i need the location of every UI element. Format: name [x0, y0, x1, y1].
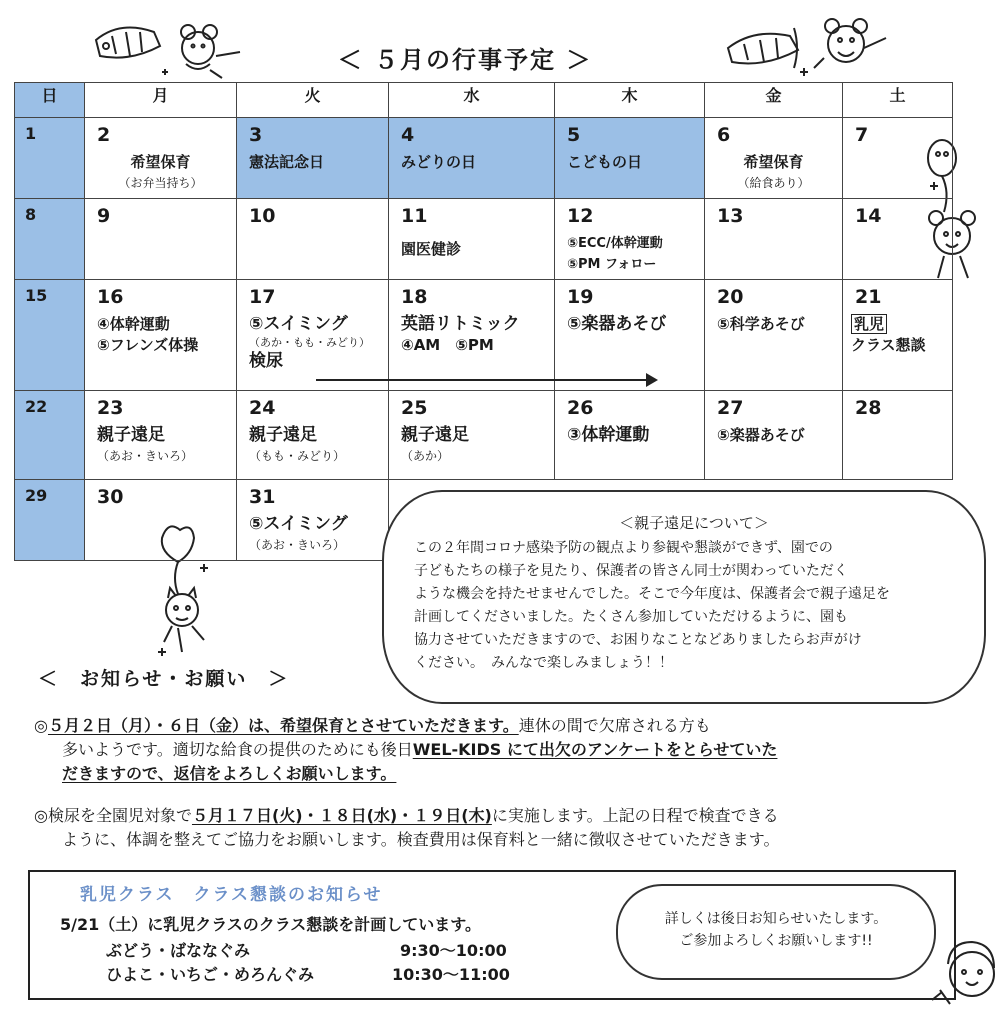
- day-cell: [843, 118, 953, 199]
- weekday-header-row: [15, 83, 953, 118]
- notice-text: ように、体調を整えてご協力をお願いします。検査費用は保育料と一緒に徴収させていただきます。: [62, 830, 780, 849]
- day-cell: [237, 480, 389, 561]
- excursion-line: 子どもたちの様子を見たり、保護者の皆さん同士が関わっていただく: [414, 563, 848, 579]
- day-number: 9: [97, 205, 111, 227]
- day-cell: [85, 118, 237, 199]
- event-line: 親子遠足: [97, 425, 165, 445]
- event-line: ⑤フレンズ体操: [97, 336, 199, 354]
- weekday-thu: 木: [555, 83, 705, 118]
- details-cloud: [616, 884, 936, 980]
- day-number: 13: [717, 205, 744, 227]
- day-number: 21: [855, 286, 882, 308]
- day-number: 22: [25, 397, 48, 416]
- event-line: （給食あり）: [737, 176, 810, 190]
- day-number: 18: [401, 286, 428, 308]
- excursion-line: この２年間コロナ感染予防の観点より参観や懇談ができず、園での: [414, 540, 833, 556]
- day-number: 15: [25, 286, 48, 305]
- day-number: 25: [401, 397, 428, 419]
- event-line: 英語リトミック: [401, 314, 520, 334]
- event-line: ⑤スイミング: [249, 314, 348, 334]
- event-line: （あお・きいろ）: [249, 538, 346, 552]
- day-cell: [237, 118, 389, 199]
- infant-badge: 乳児: [851, 314, 887, 334]
- schedule-time: 10:30〜11:00: [392, 965, 510, 984]
- event-line: （もも・みどり）: [249, 449, 346, 463]
- day-number: 11: [401, 205, 428, 227]
- day-cell: [843, 280, 953, 391]
- excursion-line: 協力させていただきますので、お困りなことなどありましたらお声がけ: [414, 632, 862, 648]
- day-number: 24: [249, 397, 276, 419]
- excursion-text: [414, 512, 974, 675]
- details-text: [618, 908, 934, 952]
- weekday-sat: 土: [843, 83, 953, 118]
- event-line: 希望保育: [130, 153, 191, 171]
- day-events: [97, 425, 193, 467]
- calendar-week: [15, 280, 953, 391]
- day-number: 5: [567, 124, 581, 146]
- day-events: [249, 514, 348, 556]
- event-line: ⑤PM フォロー: [567, 257, 657, 272]
- day-cell: [389, 118, 555, 199]
- schedule-time: 9:30〜10:00: [400, 941, 507, 960]
- notice-text: 連休の間で欠席される方も: [518, 716, 711, 735]
- event-line: 親子遠足: [401, 425, 469, 445]
- event-line: 園医健診: [401, 240, 462, 258]
- day-cell: [15, 199, 85, 280]
- event-line: 検尿: [249, 351, 283, 371]
- infant-meeting-intro: 5/21（土）に乳児クラスのクラス懇談を計画しています。: [60, 915, 482, 934]
- day-cell: [237, 199, 389, 280]
- day-number: 19: [567, 286, 594, 308]
- notice-text: ◎検尿を全園児対象で: [34, 806, 192, 825]
- bullet: ◎: [34, 716, 48, 735]
- day-cell: [555, 199, 705, 280]
- event-line: ⑤スイミング: [249, 514, 348, 534]
- excursion-title: ＜親子遠足について＞: [619, 514, 769, 532]
- weekday-mon: 月: [85, 83, 237, 118]
- notice-emphasis: だきますので、返信をよろしくお願いします。: [62, 764, 397, 783]
- urine-test-arrow: [316, 379, 654, 381]
- day-cell: [389, 280, 555, 391]
- day-events: [249, 314, 370, 372]
- day-number: 12: [567, 205, 594, 227]
- event-line: 親子遠足: [249, 425, 317, 445]
- day-number: 8: [25, 205, 37, 224]
- day-cell: [705, 391, 843, 480]
- notice-text: 多いようです。適切な給食の提供のためにも後日: [62, 740, 413, 759]
- notice-text: に実施します。上記の日程で検査できる: [491, 806, 779, 825]
- day-cell: [389, 199, 555, 280]
- event-line: ⑤楽器あそび: [717, 426, 805, 444]
- arrow-head-icon: [646, 373, 658, 387]
- calendar-week: [15, 199, 953, 280]
- day-events: [851, 314, 926, 356]
- weekday-wed: 水: [389, 83, 555, 118]
- day-number: 6: [717, 124, 731, 146]
- day-cell: [705, 280, 843, 391]
- calendar-week: [15, 391, 953, 480]
- event-line: （お弁当持ち）: [118, 176, 203, 190]
- day-number: 3: [249, 124, 263, 146]
- day-number: 4: [401, 124, 415, 146]
- event-line: ⑤科学あそび: [717, 315, 805, 333]
- day-cell: [555, 280, 705, 391]
- day-cell: [85, 480, 237, 561]
- notices-heading: ＜ お知らせ・お願い ＞: [38, 668, 290, 690]
- day-cell: [15, 280, 85, 391]
- event-line: （あか・もも・みどり）: [249, 336, 370, 349]
- excursion-speech-bubble: [382, 490, 986, 704]
- weekday-sun: 日: [15, 83, 85, 118]
- day-events: [97, 314, 198, 356]
- day-cell: [843, 391, 953, 480]
- event-line: ⑤ECC/体幹運動: [567, 236, 663, 251]
- schedule-group: ひよこ・いちご・めろんぐみ: [106, 965, 315, 984]
- schedule-group: ぶどう・ばななぐみ: [106, 941, 251, 960]
- weekday-fri: 金: [705, 83, 843, 118]
- day-events: [705, 152, 842, 194]
- day-number: 27: [717, 397, 744, 419]
- excursion-line: ください。 みんなで楽しみましょう！！: [414, 655, 673, 671]
- day-number: 30: [97, 486, 124, 508]
- event-line: ④AM ⑤PM: [401, 336, 494, 354]
- day-cell: [389, 391, 555, 480]
- excursion-line: ような機会を持たせませんでした。そこで今年度は、保護者会で親子遠足を: [414, 586, 890, 602]
- day-number: 31: [249, 486, 276, 508]
- day-number: 17: [249, 286, 276, 308]
- day-number: 20: [717, 286, 744, 308]
- calendar-week: [15, 118, 953, 199]
- day-events: [567, 425, 649, 446]
- day-cell: [15, 391, 85, 480]
- day-cell: [705, 199, 843, 280]
- day-events: [401, 239, 461, 260]
- day-events: [567, 314, 666, 335]
- day-cell: [555, 118, 705, 199]
- day-events: [85, 152, 236, 194]
- event-line: こどもの日: [567, 153, 643, 171]
- day-number: 14: [855, 205, 882, 227]
- day-cell: [85, 391, 237, 480]
- day-events: [567, 152, 642, 173]
- day-cell: [85, 280, 237, 391]
- event-line: みどりの日: [401, 153, 477, 171]
- event-line: （あお・きいろ）: [97, 449, 194, 463]
- event-line: ④体幹運動: [97, 315, 170, 333]
- details-line: ご参加よろしくお願いします!!: [679, 933, 873, 949]
- event-line: ③体幹運動: [567, 425, 650, 445]
- notice-emphasis: WEL-KIDS にて出欠のアンケートをとらせていた: [412, 740, 778, 759]
- day-cell: [15, 480, 85, 561]
- day-number: 2: [97, 124, 111, 146]
- day-events: [401, 152, 476, 173]
- event-line: クラス懇談: [851, 336, 926, 354]
- notice-urine-test: [34, 804, 974, 852]
- day-events: [567, 233, 663, 275]
- day-number: 7: [855, 124, 869, 146]
- day-number: 28: [855, 397, 882, 419]
- day-events: [249, 152, 324, 173]
- day-cell: [555, 391, 705, 480]
- day-cell: [237, 391, 389, 480]
- event-line: （あか）: [401, 449, 450, 463]
- day-number: 23: [97, 397, 124, 419]
- notice-emphasis: ５月２日（月）・６日（金）は、希望保育とさせていただきます。: [47, 716, 519, 735]
- day-number: 16: [97, 286, 124, 308]
- day-events: [401, 314, 520, 356]
- day-events: [401, 425, 469, 467]
- day-cell: [15, 118, 85, 199]
- day-events: [717, 425, 805, 446]
- event-line: 希望保育: [743, 153, 804, 171]
- day-events: [717, 314, 805, 335]
- day-cell: [237, 280, 389, 391]
- event-line: 憲法記念日: [249, 153, 325, 171]
- day-events: [249, 425, 345, 467]
- details-line: 詳しくは後日お知らせいたします。: [664, 911, 888, 927]
- day-cell: [843, 199, 953, 280]
- event-line: ⑤楽器あそび: [567, 314, 667, 334]
- excursion-line: 計画してくださいました。たくさん参加していただけるように、園も: [414, 609, 848, 625]
- day-number: 29: [25, 486, 48, 505]
- day-number: 26: [567, 397, 594, 419]
- notice-hope-care: [34, 714, 974, 786]
- weekday-tue: 火: [237, 83, 389, 118]
- day-cell: [705, 118, 843, 199]
- infant-meeting-title: 乳児クラス クラス懇談のお知らせ: [80, 885, 383, 905]
- notice-emphasis: ５月１７日(火)・１８日(水)・１９日(木): [191, 806, 492, 825]
- day-number: 1: [25, 124, 37, 143]
- day-cell: [85, 199, 237, 280]
- day-number: 10: [249, 205, 276, 227]
- page-title: ＜ ５月の行事予定 ＞: [337, 46, 593, 74]
